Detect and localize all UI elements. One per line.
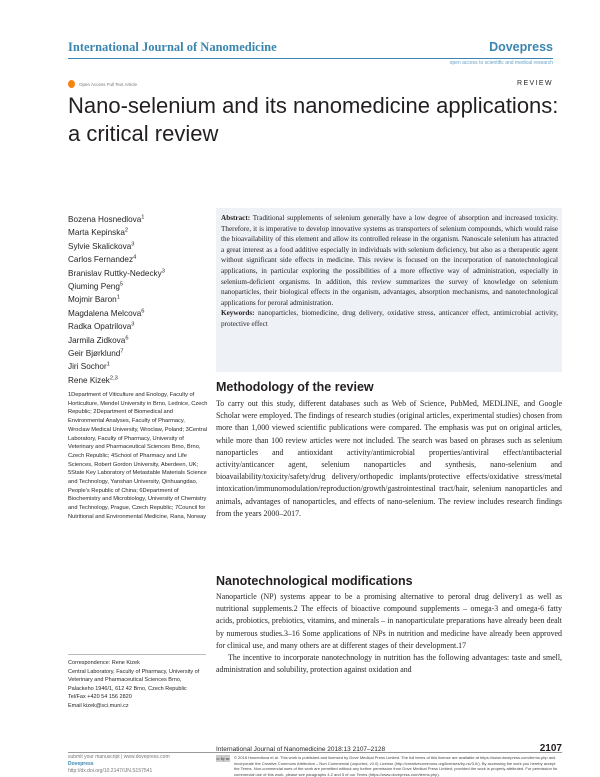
header-rule xyxy=(68,58,553,59)
author: Radka Opatrilova$^3$ xyxy=(68,321,135,332)
open-access-icon xyxy=(68,80,75,88)
open-access-text: Open Access Full Text Article xyxy=(79,81,137,87)
publisher-tagline: open access to scientific and medical research xyxy=(449,60,553,66)
author: Marta Kepinska$^2$ xyxy=(68,227,129,238)
journal-title: International Journal of Nanomedicine xyxy=(68,40,277,54)
open-access-label xyxy=(68,80,137,88)
title-line-1: Nano-selenium and its nanomedicine applications: xyxy=(68,93,559,118)
abstract-label: Abstract: xyxy=(221,214,251,222)
footer-citation: International Journal of Nanomedicine 2018:13 2107–2128 xyxy=(216,746,386,753)
correspondence xyxy=(68,659,208,710)
correspondence-label: Correspondence: Rene Kizek xyxy=(68,660,140,666)
author: Jarmila Zidkova$^6$ xyxy=(68,334,129,345)
author: Rene Kizek$^{2,3}$ xyxy=(68,375,118,385)
correspondence-rule xyxy=(68,654,206,655)
nano-body xyxy=(216,591,562,676)
abstract-box xyxy=(216,208,562,372)
correspondence-tel: Tel/Fax +420 54 156 2820 xyxy=(68,694,132,700)
author-list xyxy=(68,213,208,387)
author: Qiuming Peng$^5$ xyxy=(68,281,124,292)
methodology-body xyxy=(216,398,562,520)
methodology-heading: Methodology of the review xyxy=(216,380,374,394)
methodology-paragraph: To carry out this study, different databases such as Web of Science, PubMed, MEDLINE, and Google Scholar were employed. The findings of research studies (original articles, experimental studies) chosen from more than 1,000 viewed scientific publications were compared. The emphasis was put on original articles, while more than 100 review articles were not included. The search was based on phrases such as selenium nanoparticles and antioxidant activity/antimicrobial properties/antiviral effect/antibacterial activity/anticancer agent, selenium nanoparticles and synthesis, nano-selenium and bioavailability/toxicity/safety/drug delivery/orthopedic implants/protective effects/oxidative stress/metal intoxication/immunomodulation/reproduction/growth/gastrointestinal tract/hair, selenium nanoparticles and animals, advantages of nanoparticles, and effects of nano-selenium. The review includes research findings from the years 2000–2017. xyxy=(216,399,562,518)
author: Sylvie Skalickova$^3$ xyxy=(68,241,135,251)
author: Jiri Sochor$^1$ xyxy=(68,361,110,372)
page-number: 2107 xyxy=(539,743,562,754)
nano-paragraph-1: Nanoparticle (NP) systems appear to be a promising alternative to peroral drug delivery1 as well as nutritional supplements.2 The effects of bioactive compound supplements – omega-3 and omega-6 fatty acids, probiotics, prebiotics, vitamins, and minerals – in nanoparticulate preparations have already been dealt by numerous studies.3–16 Some applications of NPs in nutrition and medicine have already been approved for clinical use, and many others are at different stages of their development.17 xyxy=(216,592,562,650)
author: Mojmir Baron$^1$ xyxy=(68,294,120,305)
cc-license-icon[interactable]: cc by nc xyxy=(216,756,230,761)
nano-paragraph-2: The incentive to incorporate nanotechnology in nutrition has the following advantages: taste and smell, administration and solubility, protection against oxidation and xyxy=(216,653,562,675)
abstract-text: Traditional supplements of selenium generally have a low degree of absorption and increased toxicity. Therefore, it is imperative to develop innovative systems as transporters of selenium compounds, which would raise the bioavailability of this element and allow its controlled release in the organism. Nanoscale selenium has attracted a great interest as a food additive especially in individuals with selenium deficiency, but also as a therapeutic agent without significant side effects in medicine. This review is focused on the incorporation of nanotechnological applications, in particular exploring the possibilities of a more effective way of administration, especially in selenium-deficient organisms. In addition, this review summarizes the survey of knowledge on selenium nanoparticles, their biological effects in the organism, advantages, absorption mechanisms, and nanotechnological applications for peroral administration. xyxy=(221,214,558,307)
article-title xyxy=(68,92,568,148)
correspondence-address: Central Laboratory, Faculty of Pharmacy, University of Veterinary and Pharmaceutical Sciences Brno, Palackeho 1946/1, 612 42 Brno, Czech Republic xyxy=(68,668,200,692)
author: Magdalena Melcova$^6$ xyxy=(68,308,145,318)
author: Branislav Ruttky-Nedecky$^3$ xyxy=(68,267,165,278)
author: Geir Bjørklund$^7$ xyxy=(68,348,124,359)
keywords-label: Keywords: xyxy=(221,309,255,318)
correspondence-email[interactable]: Email kizek@sci.muni.cz xyxy=(68,702,129,709)
submit-link[interactable]: submit your manuscript | www.dovepress.com xyxy=(68,754,170,760)
publisher-logo[interactable]: Dovepress xyxy=(489,40,553,54)
affiliations: 1Department of Viticulture and Enology, Faculty of Horticulture, Mendel University in Brno, Lednice, Czech Republic; 2Department of Biomedical and Environmental Analyses, Faculty of Pharmacy, Wroclaw Medical University, Wroclaw, Poland; 3Central Laboratory, Faculty of Pharmacy, University of Veterinary and Pharmaceutical Sciences Brno, Brno, Czech Republic; 4School of Pharmacy and Life Sciences, Robert Gordon University, Aberdeen, UK; 5State Key Laboratory of Metastable Materials Science and Technology, Yanshan University, Qinhuangdao, People’s Republic of China; 6Department of Biochemistry and Microbiology, University of Chemistry and Technology, Prague, Czech Republic; 7Council for Nutritional and Environmental Medicine, Rana, Norway xyxy=(68,392,208,520)
doi-link[interactable]: http://dx.doi.org/10.2147/IJN.S157541 xyxy=(68,768,153,774)
article-type: REVIEW xyxy=(516,80,553,87)
keywords-text: nanoparticles, biomedicine, drug delivery, oxidative stress, anticancer effect, antimicrobial activity, protective effect xyxy=(221,309,558,328)
footer-left xyxy=(68,754,170,775)
author: Carlos Fernandez$^4$ xyxy=(68,254,137,265)
nano-heading: Nanotechnological modifications xyxy=(216,574,413,588)
copyright-notice: © 2018 Hosnedlova et al. This work is published and licensed by Dove Medical Press Limited. The full terms of this license are available at https://www.dovepress.com/terms.php and incorporate the Creative Commons Attribution – Non Commercial (unported, v3.0) License (http://creativecommons.org/licenses/by-nc/3.0/). By accessing the work you hereby accept the Terms. Non-commercial uses of the work are permitted without any further permission from Dove Medical Press Limited, provided the work is properly attributed. For permission for commercial use of this work, please see paragraphs 4.2 and 5 of our Terms (https://www.dovepress.com/terms.php). xyxy=(234,755,558,777)
title-line-2: a critical review xyxy=(68,121,219,146)
author: Bozena Hosnedlova$^1$ xyxy=(68,214,145,224)
footer-dovepress[interactable]: Dovepress xyxy=(68,761,94,767)
